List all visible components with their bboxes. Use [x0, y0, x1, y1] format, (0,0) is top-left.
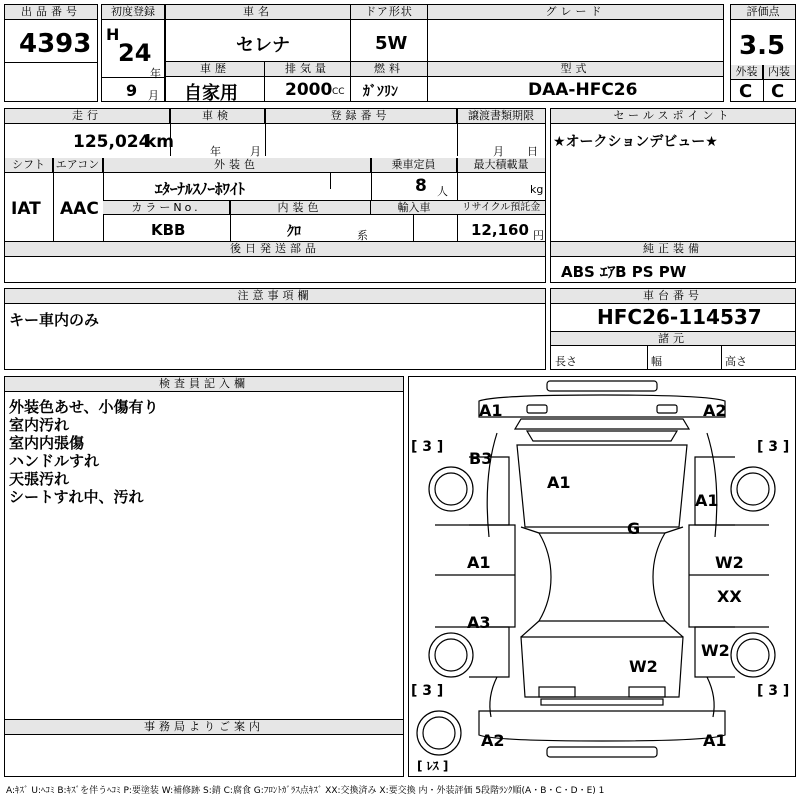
inspector-line: ハンドルすれ [9, 452, 100, 470]
ac-value: AAC [60, 199, 99, 219]
notes-box [4, 288, 546, 370]
reg-month: 9 [126, 81, 138, 100]
fuel-box [350, 61, 428, 102]
inspection-year-unit: 年 [210, 145, 221, 158]
lot-box [4, 4, 98, 102]
mileage-label: 走行 [5, 109, 170, 124]
ac-label: エアコン [53, 158, 103, 173]
sales-point-label: セールスポイント [551, 109, 795, 124]
month-unit: 月 [148, 89, 159, 102]
color-label: 外装色 [103, 158, 371, 173]
notes-label: 注意事項欄 [5, 289, 545, 304]
interior-unit: 系 [357, 229, 368, 242]
capacity-value: 8 [415, 176, 427, 196]
recycle-value: 12,160 [471, 221, 529, 239]
car-diagram [408, 376, 796, 777]
load-unit: kg [530, 183, 544, 196]
damage-rear-glass: W2 [629, 657, 658, 676]
sales-point-value: ★オークションデビュー★ [553, 134, 718, 150]
damage-fender-fr: A1 [695, 491, 719, 510]
shift-label: シフト [5, 158, 53, 173]
recycle-label: リサイクル預託金 [457, 201, 545, 215]
tire-fr-bracket: [ 3 ] [757, 439, 790, 455]
equipment-label: 純正装備 [551, 242, 795, 257]
colorno-label: カラーNo. [103, 201, 230, 215]
reg-year: 24 [118, 39, 152, 67]
history-box [165, 61, 265, 102]
lot-number: 4393 [19, 29, 92, 59]
tire-rl-depth: 3 [422, 683, 433, 699]
model-box [427, 61, 724, 102]
length-label: 長さ [555, 355, 577, 368]
interior-label: 内装色 [230, 201, 371, 215]
ext-label: 外装 [731, 65, 763, 80]
notes-value: キー車内のみ [9, 311, 100, 329]
transfer-day-unit: 日 [527, 145, 538, 158]
spec-box [4, 108, 546, 242]
office-box [4, 719, 404, 777]
inspector-line: 外装色あせ、小傷有り [9, 398, 159, 416]
recycle-unit: 円 [533, 229, 544, 242]
score-value: 3.5 [739, 31, 786, 61]
car-name-label: 車名 [166, 5, 350, 20]
interior-value: ｸﾛ [287, 224, 301, 240]
first-registration-box [101, 4, 165, 102]
transfer-month-unit: 月 [493, 145, 504, 158]
damage-rear-right: A1 [703, 731, 727, 750]
office-label: 事務局よりご案内 [5, 720, 403, 735]
plate-label: 登録番号 [265, 109, 457, 124]
car-outline [409, 377, 795, 776]
grade-label: グレード [428, 5, 723, 20]
fuel-value: ｶﾞｿﾘﾝ [363, 84, 398, 100]
score-label: 評価点 [731, 5, 795, 20]
fuel-label: 燃料 [351, 62, 427, 77]
damage-roof: G [627, 519, 641, 538]
damage-door-rr: XX [717, 587, 742, 606]
damage-front-right: A2 [703, 401, 727, 420]
inspector-line: 天張汚れ [9, 470, 70, 488]
score-box [730, 4, 796, 102]
damage-door-fr: W2 [715, 553, 744, 572]
ext-grade: C [739, 81, 753, 102]
door-label: ドア形状 [351, 5, 427, 20]
lot-label: 出品番号 [5, 5, 97, 20]
displacement-label: 排気量 [265, 62, 350, 77]
tire-fr-depth: 3 [768, 439, 779, 455]
chassis-label: 車台番号 [551, 289, 795, 304]
first-reg-label: 初度登録 [102, 5, 164, 20]
history-value: 自家用 [184, 83, 238, 104]
damage-fender-fl: B3 [469, 449, 493, 468]
tire-fl-bracket: [ 3 ] [411, 439, 444, 455]
door-box [350, 4, 428, 62]
inspector-label: 検査員記入欄 [5, 377, 403, 392]
displacement-value: 2000 [285, 80, 333, 100]
grade-box [427, 4, 724, 62]
displacement-unit: CC [332, 87, 345, 97]
tire-fl-depth: 3 [422, 439, 433, 455]
inspector-line: 室内汚れ [9, 416, 70, 434]
tire-rl-bracket: [ 3 ] [411, 683, 444, 699]
door-type: 5W [375, 33, 408, 54]
mileage-value: 125,024 [73, 132, 151, 152]
colorno-value: KBB [151, 221, 186, 239]
spare-tire: ﾚｽ [426, 759, 439, 773]
car-name-box [165, 4, 351, 62]
later-parts-label: 後日発送部品 [5, 242, 545, 257]
legend: A:ｷｽﾞ U:ﾍｺﾐ B:ｷｽﾞを伴うﾍｺﾐ P:要塗装 W:補修跡 S:錆 C:腐食 G:ﾌﾛﾝﾄｶﾞﾗｽ点ｷｽﾞ XX:交換済み X:要交換 内・外装評価 5段階ﾗﾝｸ順(A・B・C・D・E) 1 [6, 786, 605, 796]
inspector-line: シートすれ中、汚れ [9, 488, 144, 506]
equipment-box [550, 241, 796, 283]
sales-point-box [550, 108, 796, 242]
damage-quarter-r: W2 [701, 641, 730, 660]
inspector-box [4, 376, 404, 720]
damage-door-fl: A1 [467, 553, 491, 572]
tire-rr-bracket: [ 3 ] [757, 683, 790, 699]
era: H [106, 25, 120, 44]
displacement-box [264, 61, 351, 102]
int-grade: C [771, 81, 785, 102]
damage-hood: A1 [547, 473, 571, 492]
width-label: 幅 [651, 355, 662, 368]
dims-label: 諸元 [551, 331, 795, 346]
year-unit: 年 [150, 67, 161, 80]
capacity-label: 乗車定員 [371, 158, 457, 173]
damage-door-rl: A3 [467, 613, 491, 632]
damage-front-left: A1 [479, 401, 503, 420]
history-label: 車歴 [166, 62, 264, 77]
model-label: 型式 [428, 62, 723, 77]
tire-rr-depth: 3 [768, 683, 779, 699]
inspection-label: 車検 [170, 109, 265, 124]
equipment-value: ABS ｴｱB PS PW [561, 263, 687, 281]
chassis-box [550, 288, 796, 370]
int-label: 内装 [763, 65, 795, 80]
inspection-month-unit: 月 [250, 145, 261, 158]
transfer-label: 譲渡書類期限 [457, 109, 545, 124]
car-name: セレナ [236, 35, 290, 56]
inspector-line: 室内内張傷 [9, 434, 85, 452]
color-value: ｴﾀｰﾅﾙｽﾉｰﾎﾜｲﾄ [155, 180, 246, 198]
mileage-unit: km [145, 132, 175, 152]
load-label: 最大積載量 [457, 158, 545, 173]
model-value: DAA-HFC26 [528, 80, 638, 100]
import-label: 輸入車 [371, 201, 457, 215]
spare-bracket: [ ﾚｽ ] [417, 759, 449, 773]
later-parts-box [4, 241, 546, 283]
damage-rear-left: A2 [481, 731, 505, 750]
height-label: 高さ [725, 355, 747, 368]
capacity-unit: 人 [437, 185, 448, 198]
chassis-value: HFC26-114537 [597, 305, 762, 329]
shift-value: IAT [11, 199, 41, 219]
